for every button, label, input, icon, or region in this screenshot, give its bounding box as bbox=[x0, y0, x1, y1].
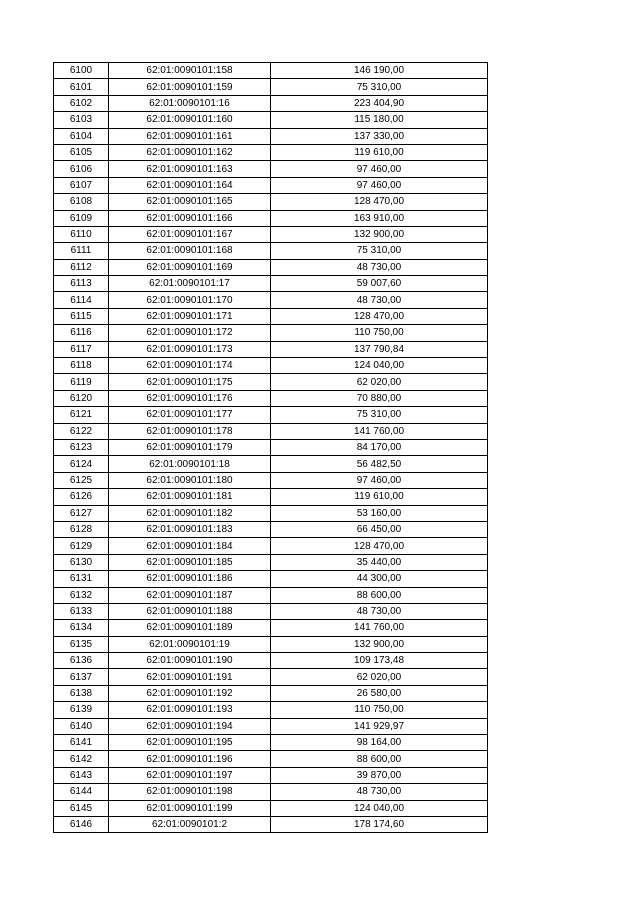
table-row bbox=[54, 489, 488, 505]
cadastral-number-cell: 62:01:0090101:170 bbox=[109, 292, 271, 308]
row-number-cell: 6122 bbox=[54, 423, 109, 439]
row-number-cell: 6135 bbox=[54, 636, 109, 652]
table-row bbox=[54, 669, 488, 685]
table-row bbox=[54, 538, 488, 554]
cadastral-number-cell: 62:01:0090101:172 bbox=[109, 325, 271, 341]
cadastral-value-cell: 97 460,00 bbox=[271, 472, 488, 488]
cadastral-value-cell: 39 870,00 bbox=[271, 767, 488, 783]
cadastral-value-cell: 97 460,00 bbox=[271, 177, 488, 193]
table-row bbox=[54, 177, 488, 193]
table-row bbox=[54, 456, 488, 472]
cadastral-number-cell: 62:01:0090101:168 bbox=[109, 243, 271, 259]
cadastral-value-cell: 66 450,00 bbox=[271, 521, 488, 537]
table-row bbox=[54, 276, 488, 292]
cadastral-value-cell: 128 470,00 bbox=[271, 308, 488, 324]
cadastral-value-cell: 98 164,00 bbox=[271, 735, 488, 751]
table-row bbox=[54, 79, 488, 95]
table-row bbox=[54, 816, 488, 832]
row-number-cell: 6144 bbox=[54, 784, 109, 800]
cadastral-number-cell: 62:01:0090101:193 bbox=[109, 702, 271, 718]
row-number-cell: 6126 bbox=[54, 489, 109, 505]
row-number-cell: 6125 bbox=[54, 472, 109, 488]
table-row bbox=[54, 587, 488, 603]
table-row bbox=[54, 259, 488, 275]
cadastral-value-cell: 115 180,00 bbox=[271, 112, 488, 128]
cadastral-number-cell: 62:01:0090101:18 bbox=[109, 456, 271, 472]
cadastral-value-cell: 62 020,00 bbox=[271, 374, 488, 390]
table-row bbox=[54, 325, 488, 341]
row-number-cell: 6106 bbox=[54, 161, 109, 177]
cadastral-number-cell: 62:01:0090101:175 bbox=[109, 374, 271, 390]
cadastral-value-cell: 75 310,00 bbox=[271, 407, 488, 423]
row-number-cell: 6142 bbox=[54, 751, 109, 767]
table-row bbox=[54, 63, 488, 79]
row-number-cell: 6119 bbox=[54, 374, 109, 390]
row-number-cell: 6127 bbox=[54, 505, 109, 521]
cadastral-number-cell: 62:01:0090101:174 bbox=[109, 358, 271, 374]
row-number-cell: 6136 bbox=[54, 653, 109, 669]
cadastral-number-cell: 62:01:0090101:197 bbox=[109, 767, 271, 783]
cadastral-number-cell: 62:01:0090101:188 bbox=[109, 603, 271, 619]
row-number-cell: 6107 bbox=[54, 177, 109, 193]
cadastral-value-cell: 178 174,60 bbox=[271, 816, 488, 832]
cadastral-number-cell: 62:01:0090101:180 bbox=[109, 472, 271, 488]
cadastral-number-cell: 62:01:0090101:163 bbox=[109, 161, 271, 177]
table-row bbox=[54, 292, 488, 308]
table-row bbox=[54, 685, 488, 701]
cadastral-number-cell: 62:01:0090101:176 bbox=[109, 390, 271, 406]
cadastral-value-cell: 53 160,00 bbox=[271, 505, 488, 521]
cadastral-value-cell: 48 730,00 bbox=[271, 603, 488, 619]
row-number-cell: 6120 bbox=[54, 390, 109, 406]
cadastral-number-cell: 62:01:0090101:187 bbox=[109, 587, 271, 603]
cadastral-number-cell: 62:01:0090101:165 bbox=[109, 194, 271, 210]
cadastral-value-cell: 141 760,00 bbox=[271, 620, 488, 636]
row-number-cell: 6102 bbox=[54, 95, 109, 111]
row-number-cell: 6109 bbox=[54, 210, 109, 226]
cadastral-value-cell: 132 900,00 bbox=[271, 226, 488, 242]
cadastral-number-cell: 62:01:0090101:179 bbox=[109, 439, 271, 455]
table-row bbox=[54, 308, 488, 324]
cadastral-value-cell: 109 173,48 bbox=[271, 653, 488, 669]
cadastral-number-cell: 62:01:0090101:199 bbox=[109, 800, 271, 816]
cadastral-value-cell: 110 750,00 bbox=[271, 325, 488, 341]
row-number-cell: 6132 bbox=[54, 587, 109, 603]
table-row bbox=[54, 439, 488, 455]
table-row bbox=[54, 374, 488, 390]
table-row bbox=[54, 161, 488, 177]
cadastral-number-cell: 62:01:0090101:158 bbox=[109, 63, 271, 79]
cadastral-value-cell: 124 040,00 bbox=[271, 800, 488, 816]
cadastral-value-cell: 141 760,00 bbox=[271, 423, 488, 439]
row-number-cell: 6128 bbox=[54, 521, 109, 537]
cadastral-value-cell: 35 440,00 bbox=[271, 554, 488, 570]
cadastral-value-cell: 223 404,90 bbox=[271, 95, 488, 111]
row-number-cell: 6137 bbox=[54, 669, 109, 685]
cadastral-number-cell: 62:01:0090101:164 bbox=[109, 177, 271, 193]
table-row bbox=[54, 505, 488, 521]
table-row bbox=[54, 407, 488, 423]
row-number-cell: 6139 bbox=[54, 702, 109, 718]
row-number-cell: 6111 bbox=[54, 243, 109, 259]
cadastral-number-cell: 62:01:0090101:173 bbox=[109, 341, 271, 357]
cadastral-value-cell: 137 330,00 bbox=[271, 128, 488, 144]
cadastral-number-cell: 62:01:0090101:191 bbox=[109, 669, 271, 685]
table-row bbox=[54, 390, 488, 406]
cadastral-value-cell: 88 600,00 bbox=[271, 587, 488, 603]
table-row bbox=[54, 603, 488, 619]
cadastral-number-cell: 62:01:0090101:182 bbox=[109, 505, 271, 521]
table-row bbox=[54, 800, 488, 816]
cadastral-number-cell: 62:01:0090101:178 bbox=[109, 423, 271, 439]
cadastral-value-cell: 62 020,00 bbox=[271, 669, 488, 685]
table-row bbox=[54, 341, 488, 357]
table-row bbox=[54, 423, 488, 439]
cadastral-number-cell: 62:01:0090101:2 bbox=[109, 816, 271, 832]
row-number-cell: 6117 bbox=[54, 341, 109, 357]
row-number-cell: 6116 bbox=[54, 325, 109, 341]
cadastral-number-cell: 62:01:0090101:198 bbox=[109, 784, 271, 800]
cadastral-value-cell: 48 730,00 bbox=[271, 784, 488, 800]
cadastral-number-cell: 62:01:0090101:192 bbox=[109, 685, 271, 701]
row-number-cell: 6129 bbox=[54, 538, 109, 554]
cadastral-number-cell: 62:01:0090101:19 bbox=[109, 636, 271, 652]
cadastral-value-cell: 75 310,00 bbox=[271, 79, 488, 95]
table-row bbox=[54, 358, 488, 374]
cadastral-value-cell: 88 600,00 bbox=[271, 751, 488, 767]
row-number-cell: 6141 bbox=[54, 735, 109, 751]
cadastral-value-cell: 119 610,00 bbox=[271, 144, 488, 160]
cadastral-number-cell: 62:01:0090101:177 bbox=[109, 407, 271, 423]
cadastral-number-cell: 62:01:0090101:186 bbox=[109, 571, 271, 587]
cadastral-number-cell: 62:01:0090101:185 bbox=[109, 554, 271, 570]
row-number-cell: 6103 bbox=[54, 112, 109, 128]
cadastral-number-cell: 62:01:0090101:189 bbox=[109, 620, 271, 636]
table-row bbox=[54, 472, 488, 488]
cadastral-value-cell: 132 900,00 bbox=[271, 636, 488, 652]
cadastral-value-cell: 84 170,00 bbox=[271, 439, 488, 455]
cadastral-value-cell: 48 730,00 bbox=[271, 259, 488, 275]
cadastral-value-cell: 119 610,00 bbox=[271, 489, 488, 505]
cadastral-number-cell: 62:01:0090101:194 bbox=[109, 718, 271, 734]
row-number-cell: 6114 bbox=[54, 292, 109, 308]
cadastral-value-cell: 70 880,00 bbox=[271, 390, 488, 406]
cadastral-value-table bbox=[53, 62, 488, 833]
row-number-cell: 6131 bbox=[54, 571, 109, 587]
row-number-cell: 6105 bbox=[54, 144, 109, 160]
cadastral-number-cell: 62:01:0090101:190 bbox=[109, 653, 271, 669]
table-row bbox=[54, 243, 488, 259]
table-row bbox=[54, 128, 488, 144]
cadastral-number-cell: 62:01:0090101:160 bbox=[109, 112, 271, 128]
cadastral-number-cell: 62:01:0090101:159 bbox=[109, 79, 271, 95]
table-row bbox=[54, 636, 488, 652]
table-body bbox=[54, 63, 488, 833]
table-row bbox=[54, 620, 488, 636]
table-row bbox=[54, 718, 488, 734]
cadastral-number-cell: 62:01:0090101:162 bbox=[109, 144, 271, 160]
table-row bbox=[54, 571, 488, 587]
table-row bbox=[54, 554, 488, 570]
cadastral-value-cell: 56 482,50 bbox=[271, 456, 488, 472]
row-number-cell: 6124 bbox=[54, 456, 109, 472]
row-number-cell: 6118 bbox=[54, 358, 109, 374]
row-number-cell: 6112 bbox=[54, 259, 109, 275]
cadastral-number-cell: 62:01:0090101:161 bbox=[109, 128, 271, 144]
table-row bbox=[54, 784, 488, 800]
cadastral-number-cell: 62:01:0090101:17 bbox=[109, 276, 271, 292]
row-number-cell: 6143 bbox=[54, 767, 109, 783]
row-number-cell: 6115 bbox=[54, 308, 109, 324]
cadastral-value-cell: 48 730,00 bbox=[271, 292, 488, 308]
row-number-cell: 6113 bbox=[54, 276, 109, 292]
row-number-cell: 6123 bbox=[54, 439, 109, 455]
row-number-cell: 6133 bbox=[54, 603, 109, 619]
cadastral-value-cell: 163 910,00 bbox=[271, 210, 488, 226]
row-number-cell: 6140 bbox=[54, 718, 109, 734]
cadastral-value-cell: 97 460,00 bbox=[271, 161, 488, 177]
cadastral-value-cell: 128 470,00 bbox=[271, 194, 488, 210]
table-row bbox=[54, 95, 488, 111]
cadastral-value-cell: 124 040,00 bbox=[271, 358, 488, 374]
row-number-cell: 6145 bbox=[54, 800, 109, 816]
row-number-cell: 6134 bbox=[54, 620, 109, 636]
cadastral-number-cell: 62:01:0090101:167 bbox=[109, 226, 271, 242]
row-number-cell: 6101 bbox=[54, 79, 109, 95]
table-row bbox=[54, 767, 488, 783]
table-row bbox=[54, 144, 488, 160]
row-number-cell: 6138 bbox=[54, 685, 109, 701]
cadastral-number-cell: 62:01:0090101:181 bbox=[109, 489, 271, 505]
cadastral-number-cell: 62:01:0090101:166 bbox=[109, 210, 271, 226]
cadastral-value-cell: 59 007,60 bbox=[271, 276, 488, 292]
table-row bbox=[54, 210, 488, 226]
row-number-cell: 6104 bbox=[54, 128, 109, 144]
table-row bbox=[54, 751, 488, 767]
cadastral-number-cell: 62:01:0090101:171 bbox=[109, 308, 271, 324]
cadastral-value-cell: 128 470,00 bbox=[271, 538, 488, 554]
table-row bbox=[54, 653, 488, 669]
cadastral-value-cell: 146 190,00 bbox=[271, 63, 488, 79]
row-number-cell: 6100 bbox=[54, 63, 109, 79]
row-number-cell: 6121 bbox=[54, 407, 109, 423]
cadastral-number-cell: 62:01:0090101:169 bbox=[109, 259, 271, 275]
row-number-cell: 6108 bbox=[54, 194, 109, 210]
table-row bbox=[54, 226, 488, 242]
cadastral-number-cell: 62:01:0090101:184 bbox=[109, 538, 271, 554]
cadastral-number-cell: 62:01:0090101:16 bbox=[109, 95, 271, 111]
cadastral-value-cell: 75 310,00 bbox=[271, 243, 488, 259]
cadastral-value-cell: 26 580,00 bbox=[271, 685, 488, 701]
cadastral-value-cell: 44 300,00 bbox=[271, 571, 488, 587]
table-row bbox=[54, 521, 488, 537]
table-row bbox=[54, 112, 488, 128]
table-row bbox=[54, 194, 488, 210]
table-row bbox=[54, 702, 488, 718]
cadastral-value-cell: 110 750,00 bbox=[271, 702, 488, 718]
row-number-cell: 6110 bbox=[54, 226, 109, 242]
table-row bbox=[54, 735, 488, 751]
cadastral-number-cell: 62:01:0090101:195 bbox=[109, 735, 271, 751]
cadastral-number-cell: 62:01:0090101:196 bbox=[109, 751, 271, 767]
cadastral-value-cell: 141 929,97 bbox=[271, 718, 488, 734]
cadastral-number-cell: 62:01:0090101:183 bbox=[109, 521, 271, 537]
row-number-cell: 6146 bbox=[54, 816, 109, 832]
cadastral-value-cell: 137 790,84 bbox=[271, 341, 488, 357]
row-number-cell: 6130 bbox=[54, 554, 109, 570]
